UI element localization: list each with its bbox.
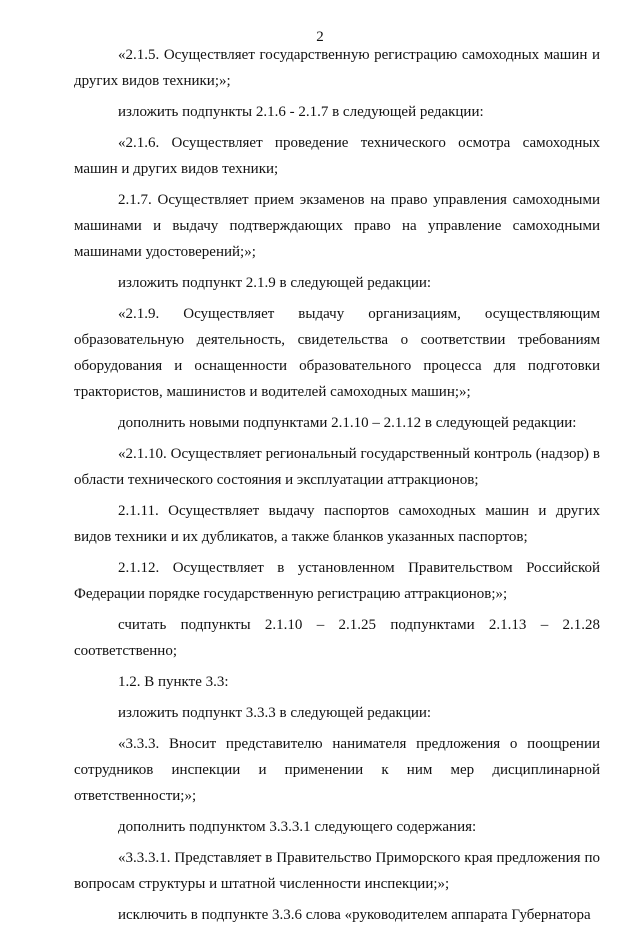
paragraph-3-3-3: «3.3.3. Вносит представителю нанимателя предложения о поощрении сотрудников инспекции и применении к ним мер дисциплинарной ответственности;»;: [74, 736, 600, 804]
paragraph-2-1-10: «2.1.10. Осуществляет региональный государственный контроль (надзор) в области технического состояния и эксплуатации аттракционов;: [74, 446, 600, 488]
paragraph-2-1-9: «2.1.9. Осуществляет выдачу организациям, осуществляющим образовательную деятельность, свидетельства о соответствии требованиям оборудования и оснащенности образовательного процесса для подготовки трактористов, машинистов и водителей самоходных машин;»;: [74, 306, 600, 400]
paragraph-renumbering: считать подпункты 2.1.10 – 2.1.25 подпунктами 2.1.13 – 2.1.28 соответственно;: [74, 617, 600, 659]
page-number: 2: [316, 29, 324, 45]
paragraph-instruction-3-3-6: исключить в подпункте 3.3.6 слова «руководителем аппарата Губернатора: [118, 907, 591, 923]
paragraph-2-1-7: 2.1.7. Осуществляет прием экзаменов на право управления самоходными машинами и выдачу подтверждающих право на управление самоходными машинами удостоверений;»;: [74, 192, 600, 260]
paragraph-instruction-2-1-6: изложить подпункты 2.1.6 - 2.1.7 в следующей редакции:: [118, 104, 484, 120]
document-body: [74, 42, 600, 933]
paragraph-instruction-3-3-3: изложить подпункт 3.3.3 в следующей редакции:: [118, 705, 432, 721]
paragraph-instruction-2-1-9: изложить подпункт 2.1.9 в следующей редакции:: [118, 275, 432, 291]
paragraph-2-1-6: «2.1.6. Осуществляет проведение технического осмотра самоходных машин и других видов техники;: [74, 135, 600, 177]
paragraph-2-1-5: «2.1.5. Осуществляет государственную регистрацию самоходных машин и других видов техники;»;: [74, 47, 600, 89]
paragraph-instruction-2-1-10: дополнить новыми подпунктами 2.1.10 – 2.1.12 в следующей редакции:: [118, 415, 577, 431]
paragraph-instruction-3-3-3-1: дополнить подпунктом 3.3.3.1 следующего содержания:: [118, 819, 477, 835]
paragraph-1-2: 1.2. В пункте 3.3:: [118, 674, 229, 690]
paragraph-2-1-12: 2.1.12. Осуществляет в установленном Правительством Российской Федерации порядке государственную регистрацию аттракционов;»;: [74, 560, 600, 602]
paragraph-3-3-3-1: «3.3.3.1. Представляет в Правительство Приморского края предложения по вопросам структуры и штатной численности инспекции;»;: [74, 850, 600, 892]
paragraph-2-1-11: 2.1.11. Осуществляет выдачу паспортов самоходных машин и других видов техники и их дубликатов, а также бланков указанных паспортов;: [74, 503, 600, 545]
